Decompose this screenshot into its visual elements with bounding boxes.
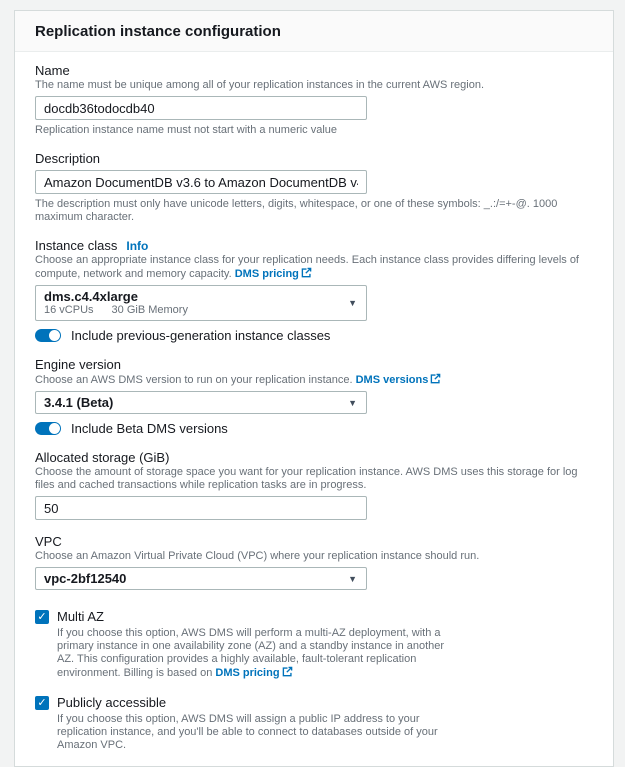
vpc-select[interactable] — [35, 567, 367, 590]
check-icon: ✓ — [37, 697, 47, 709]
dms-versions-link[interactable]: DMS versions — [356, 374, 442, 386]
engine-version-label: Engine version — [35, 357, 121, 372]
name-description: The name must be unique among all of your replication instances in the current AWS region. — [35, 79, 485, 91]
toggle-knob — [49, 330, 60, 341]
vpc-label: VPC — [35, 534, 62, 549]
description-constraint: The description must only have unicode letters, digits, whitespace, or one of these symbols: _.:/=+-@. 1000 maximum character. — [35, 198, 558, 223]
description-input[interactable] — [35, 170, 367, 194]
instance-class-selected-value: dms.c4.4xlarge — [44, 289, 138, 304]
multi-az-description-text: If you choose this option, AWS DMS will perform a multi-AZ deployment, with a primary instance in one availability zone (AZ) and a standby instance in another AZ. This configuration provides a highly available, fault-tolerant replication environment. Billing is based on — [57, 627, 445, 679]
instance-class-memory: 30 GiB Memory — [111, 304, 188, 316]
instance-class-info-link[interactable]: Info — [126, 239, 149, 253]
beta-versions-toggle-label: Include Beta DMS versions — [71, 421, 228, 436]
external-link-icon — [282, 666, 293, 677]
publicly-accessible-checkbox[interactable] — [35, 696, 49, 710]
caret-down-icon: ▼ — [348, 297, 357, 308]
replication-instance-configuration-panel — [14, 10, 614, 767]
allocated-storage-description: Choose the amount of storage space you want for your replication instance. AWS DMS uses this storage for log files and cached transactions while replication tasks are in progress. — [35, 466, 578, 491]
external-link-icon — [430, 373, 441, 384]
include-previous-generation-toggle[interactable] — [35, 329, 61, 342]
publicly-accessible-field-group — [35, 695, 593, 752]
previous-generation-toggle-label: Include previous-generation instance classes — [71, 328, 331, 343]
previous-generation-toggle-row — [35, 328, 593, 343]
publicly-accessible-label: Publicly accessible — [57, 695, 167, 710]
name-field-group — [35, 64, 593, 137]
caret-down-icon: ▼ — [348, 397, 357, 408]
external-link-icon — [301, 267, 312, 278]
instance-class-description-text: Choose an appropriate instance class for your replication needs. Each instance class provides differing levels of compute, network and memory capacity. — [35, 254, 579, 280]
name-input[interactable] — [35, 96, 367, 120]
vpc-selected-value: vpc-2bf12540 — [44, 571, 127, 586]
multi-az-field-group — [35, 609, 593, 680]
vpc-description: Choose an Amazon Virtual Private Cloud (VPC) where your replication instance should run. — [35, 550, 480, 562]
vpc-field-group — [35, 535, 593, 590]
multi-az-checkbox[interactable] — [35, 610, 49, 624]
instance-class-select[interactable] — [35, 285, 367, 321]
panel-body — [15, 52, 613, 766]
toggle-knob — [49, 423, 60, 434]
caret-down-icon: ▼ — [348, 573, 357, 584]
instance-class-selected-meta — [44, 304, 338, 317]
multi-az-description — [57, 627, 457, 680]
check-icon: ✓ — [37, 611, 47, 623]
instance-class-field-group — [35, 239, 593, 343]
name-label: Name — [35, 63, 70, 78]
instance-class-label: Instance class — [35, 238, 118, 253]
engine-version-select[interactable] — [35, 391, 367, 414]
beta-versions-toggle-row — [35, 421, 593, 436]
description-field-group — [35, 152, 593, 224]
panel-header — [15, 11, 613, 52]
engine-version-field-group — [35, 358, 593, 436]
description-label: Description — [35, 151, 101, 166]
instance-class-vcpus: 16 vCPUs — [44, 304, 94, 316]
multi-az-label: Multi AZ — [57, 609, 104, 624]
dms-pricing-link[interactable]: DMS pricing — [235, 268, 312, 280]
instance-class-description — [35, 254, 593, 281]
name-constraint: Replication instance name must not start with a numeric value — [35, 124, 338, 136]
panel-title: Replication instance configuration — [35, 23, 281, 40]
engine-version-description-text: Choose an AWS DMS version to run on your replication instance. — [35, 374, 353, 386]
allocated-storage-input[interactable] — [35, 496, 367, 520]
allocated-storage-label: Allocated storage (GiB) — [35, 450, 170, 465]
publicly-accessible-description: If you choose this option, AWS DMS will assign a public IP address to your replication instance, and you'll be able to connect to databases outside of your Amazon VPC. — [57, 713, 438, 751]
allocated-storage-field-group — [35, 451, 593, 520]
engine-version-selected-value: 3.4.1 (Beta) — [44, 395, 114, 410]
engine-version-description — [35, 373, 593, 387]
include-beta-versions-toggle[interactable] — [35, 422, 61, 435]
dms-pricing-link[interactable]: DMS pricing — [215, 667, 292, 679]
